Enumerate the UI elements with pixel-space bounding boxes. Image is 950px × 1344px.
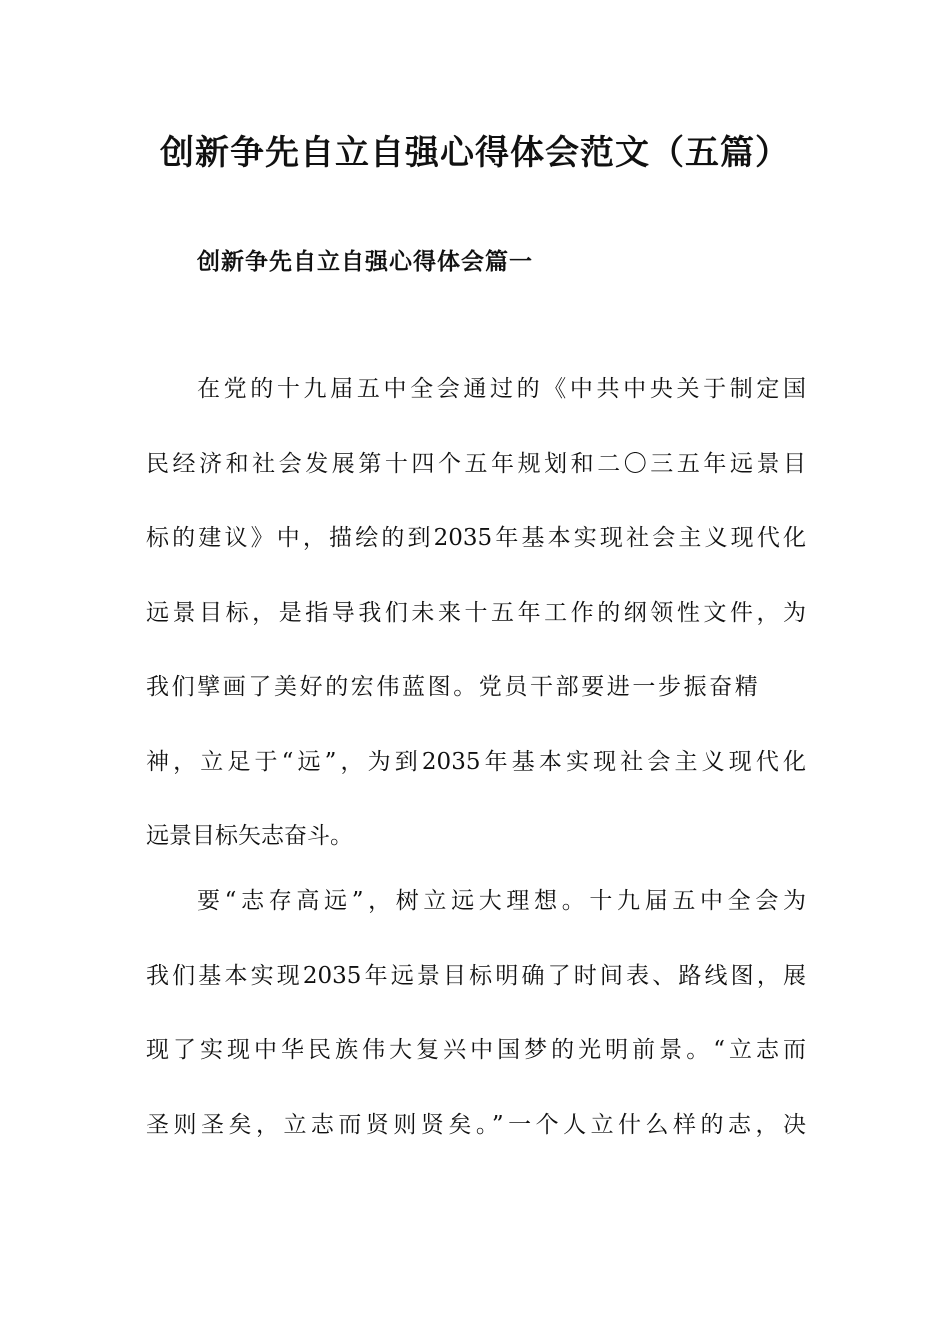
paragraph-line: 标的建议》中，描绘的到2035年基本实现社会主义现代化 (146, 525, 806, 551)
paragraph-line: 我们擘画了美好的宏伟蓝图。党员干部要进一步振奋精 (146, 674, 761, 700)
paragraph-line: 圣则圣矣，立志而贤则贤矣。”一个人立什么样的志，决 (146, 1111, 806, 1138)
section-heading: 创新争先自立自强心得体会篇一 (197, 248, 533, 275)
paragraph-line: 我们基本实现2035年远景目标明确了时间表、路线图，展 (146, 962, 806, 989)
paragraph-line: 在党的十九届五中全会通过的《中共中央关于制定国 (197, 376, 806, 402)
paragraph-line: 要“志存高远”，树立远大理想。十九届五中全会为 (197, 888, 806, 914)
paragraph-line: 民经济和社会发展第十四个五年规划和二〇三五年远景目 (146, 450, 806, 477)
paragraph-line: 神，立足于“远”，为到2035年基本实现社会主义现代化 (146, 748, 806, 775)
document-title: 创新争先自立自强心得体会范文（五篇） (160, 133, 790, 173)
paragraph-line: 现了实现中华民族伟大复兴中国梦的光明前景。“立志而 (146, 1037, 806, 1063)
paragraph-line: 远景目标矢志奋斗。 (146, 823, 353, 849)
paragraph-2 (146, 883, 806, 1181)
paragraph-1 (146, 371, 806, 893)
paragraph-line: 远景目标，是指导我们未来十五年工作的纲领性文件，为 (146, 599, 806, 626)
